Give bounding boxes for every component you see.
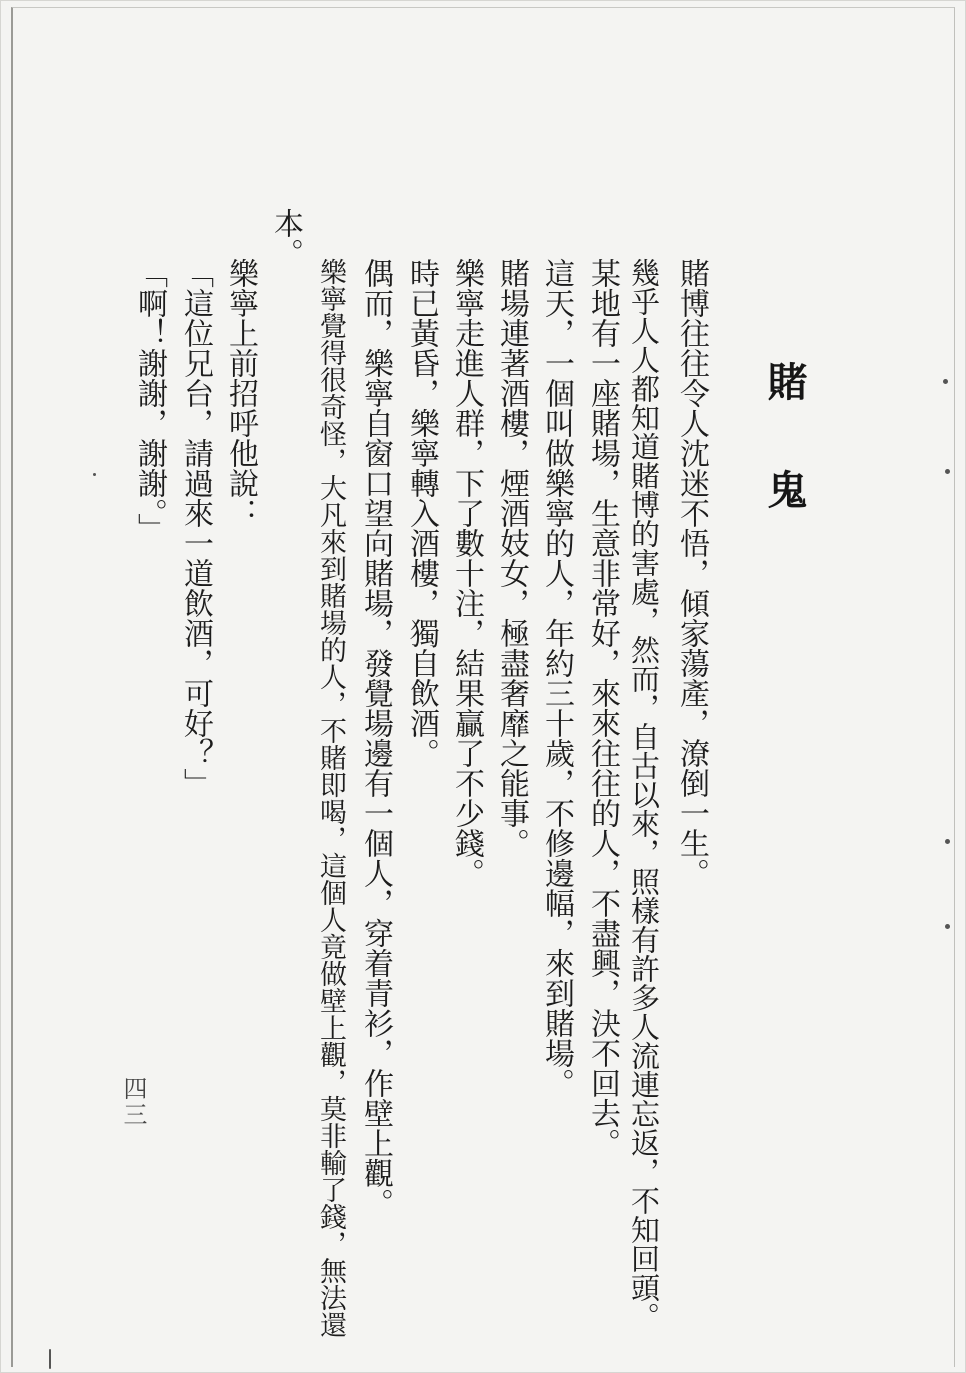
text-column-11: 樂寧上前招呼他說： — [223, 258, 258, 528]
show-through-text — [801, 261, 941, 901]
text-column-9: 樂寧覺得很奇怪，大凡來到賭場的人，不賭即喝，這個人竟做壁上觀，莫非輸了錢，無法還 — [315, 258, 346, 1338]
scan-speck — [49, 1349, 51, 1369]
page-number: 四三 — [119, 1076, 147, 1128]
text-column-1: 賭博往往令人沈迷不悟，傾家蕩產，潦倒一生。 — [674, 258, 709, 888]
scan-speck — [943, 379, 948, 384]
text-column-12: 「這位兄台，請過來一道飲酒，可好？」 — [178, 258, 213, 798]
text-column-10: 本。 — [268, 208, 303, 268]
scan-speck — [945, 924, 950, 929]
text-column-5: 賭場連著酒樓，煙酒妓女，極盡奢靡之能事。 — [494, 258, 529, 858]
scan-speck — [945, 469, 950, 474]
text-column-6: 樂寧走進人群，下了數十注，結果贏了不少錢。 — [449, 258, 484, 888]
text-column-4: 這天，一個叫做樂寧的人，年約三十歲，不修邊幅，來到賭場。 — [539, 258, 574, 1098]
scan-speck — [945, 839, 950, 844]
text-column-2: 幾乎人人都知道賭博的害處，然而，自古以來，照樣有許多人流連忘返，不知回頭。 — [627, 258, 661, 1331]
text-column-8: 偶而，樂寧自窗口望向賭場，發覺場邊有一個人，穿着青衫，作壁上觀。 — [358, 258, 393, 1218]
text-column-7: 時已黃昏，樂寧轉入酒樓，獨自飲酒。 — [404, 258, 439, 768]
text-column-3: 某地有一座賭場，生意非常好，來來往往的人，不盡興，決不回去。 — [585, 258, 620, 1158]
story-title: 賭鬼 — [761, 361, 808, 577]
text-column-13: 「啊！謝謝，謝謝。」 — [132, 258, 167, 543]
scan-speck — [93, 473, 96, 476]
